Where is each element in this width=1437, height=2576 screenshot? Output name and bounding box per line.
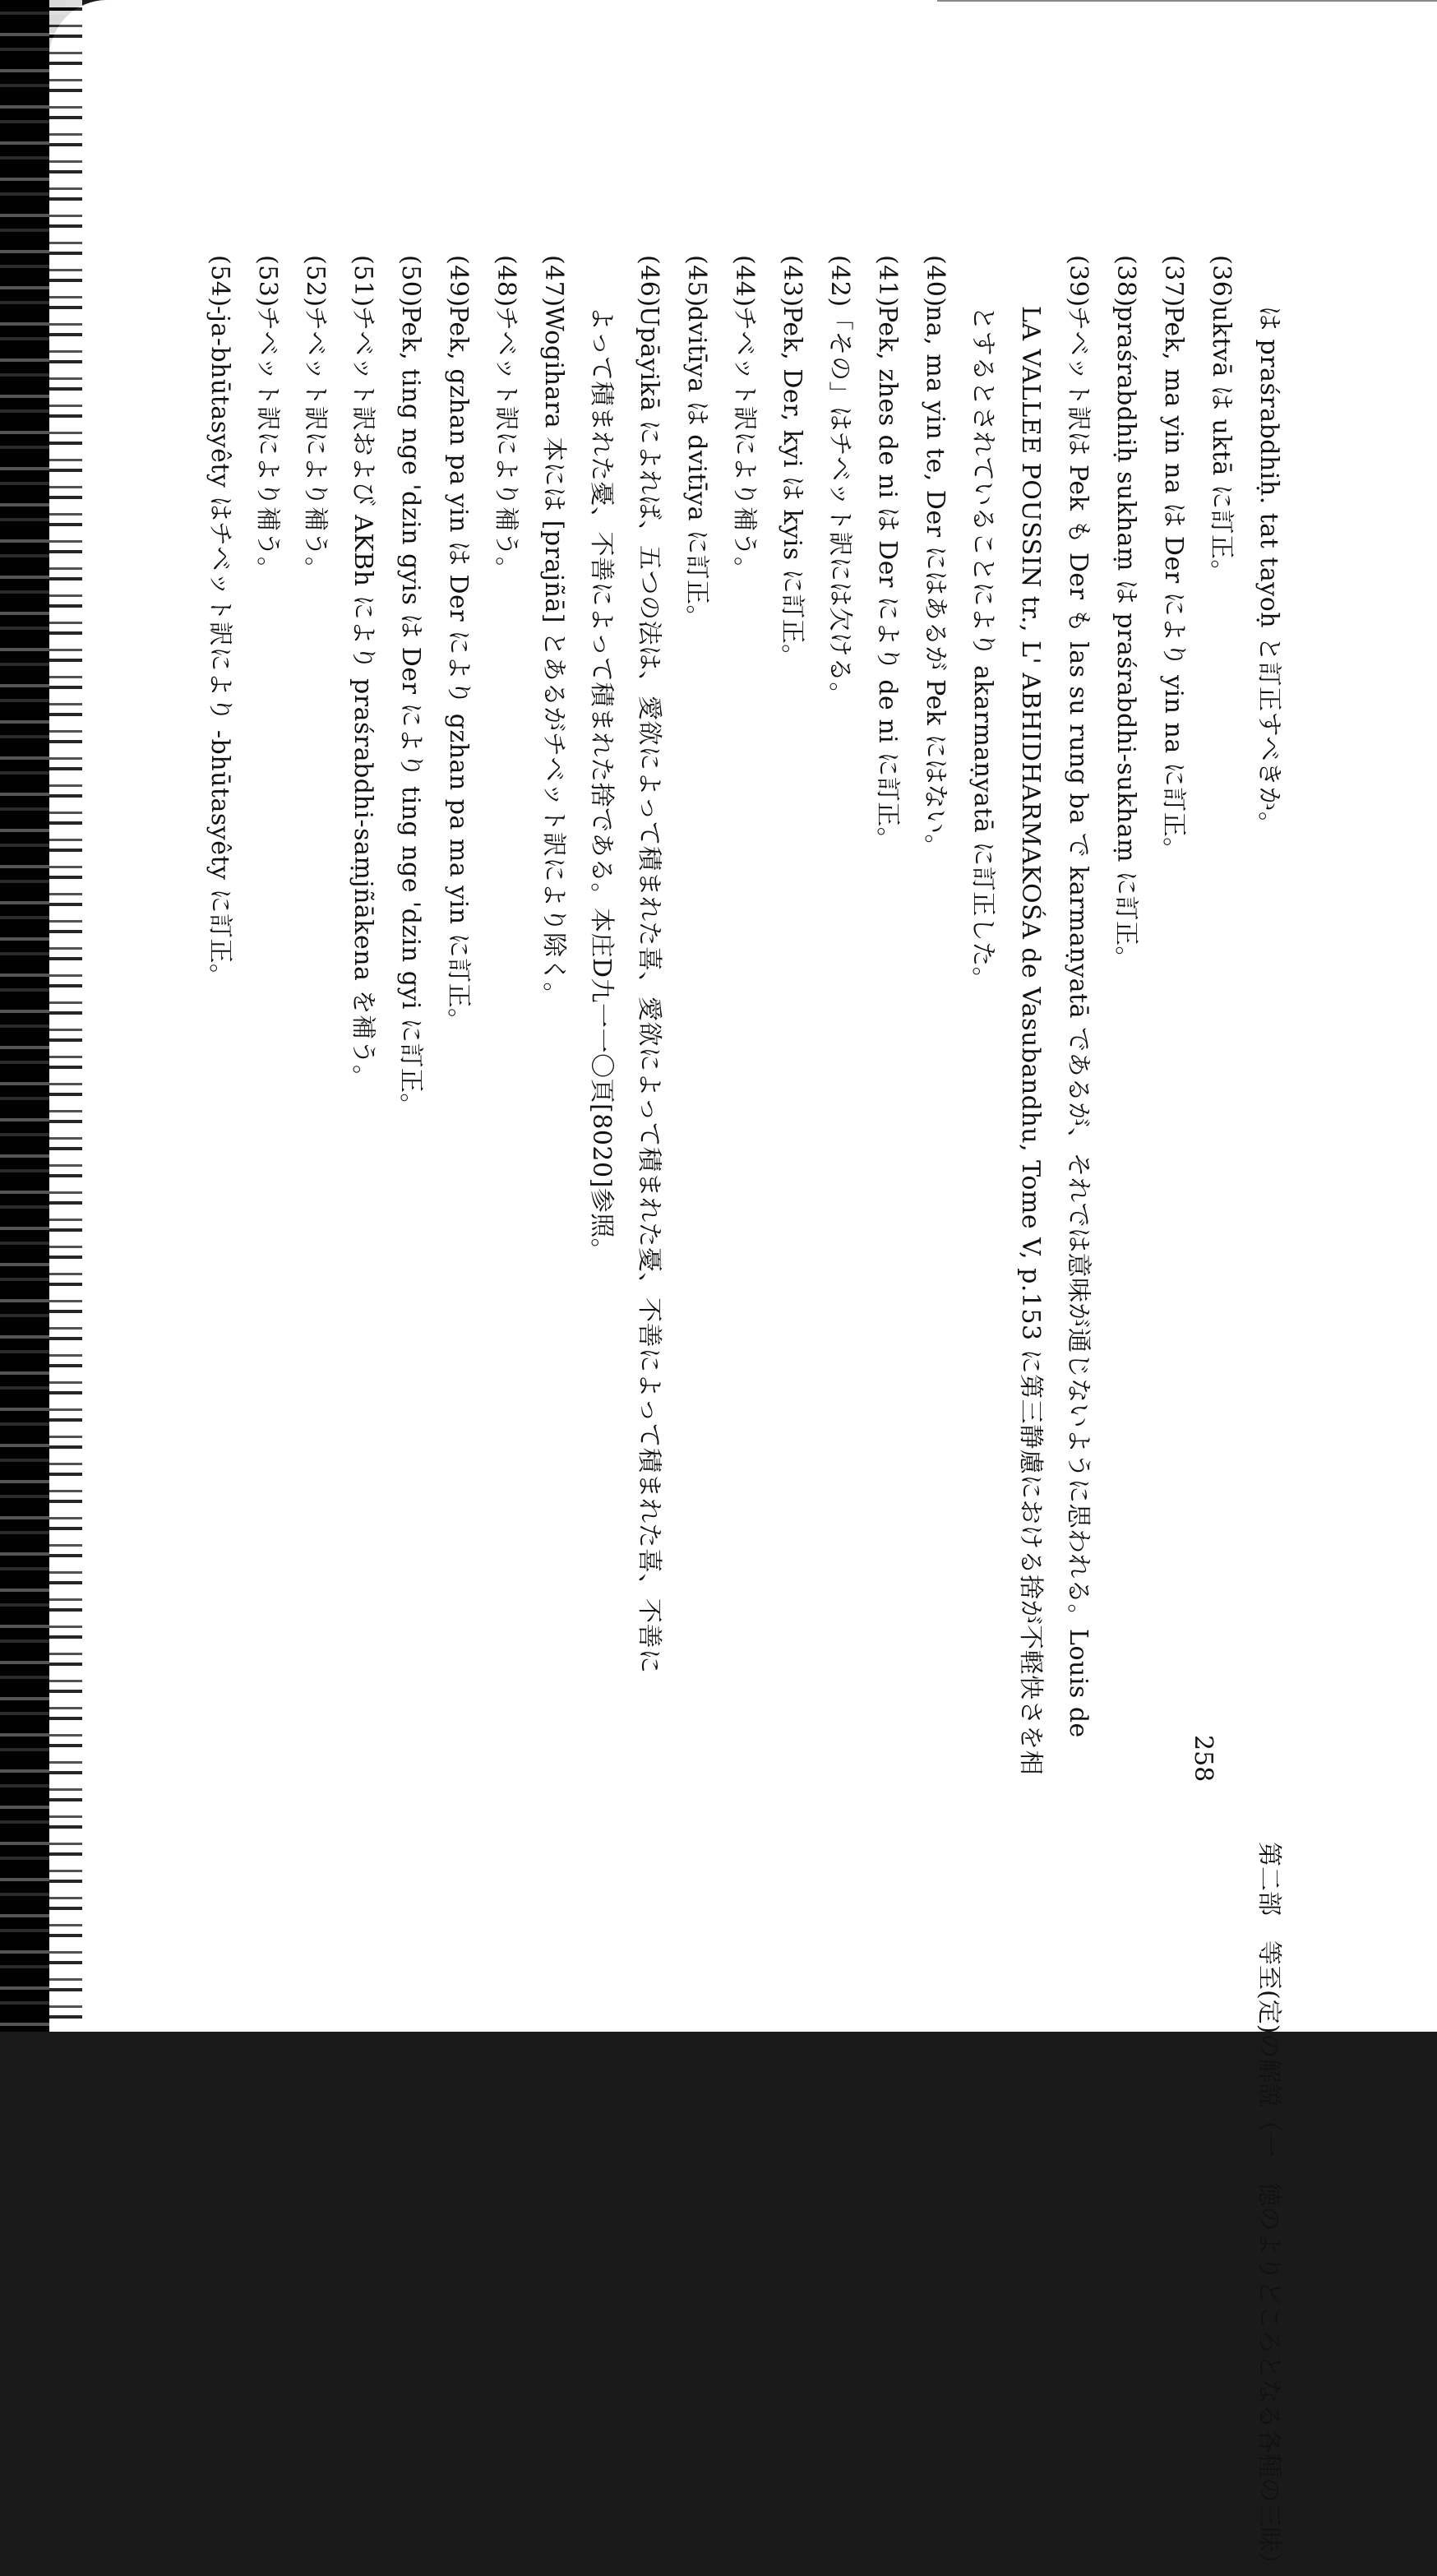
- note-text: とするとされていることにより akarmaṇyatā に訂正した。: [968, 306, 997, 992]
- note-text: Pek, gzhan pa yin は Der により gzhan pa ma yin に訂正。: [444, 306, 473, 1034]
- running-head: 第二部 等至(定)の解説（一 徳のよりどころとなる各種の三昧）: [1254, 1842, 1283, 2576]
- note-number: (49): [444, 255, 473, 308]
- note-text: Upāyikā によれば、五つの法は、愛欲によって積まれた喜、愛欲によって積まれた憂、不善によって積まれた喜、不善に: [635, 306, 663, 1674]
- note-line: [492, 255, 520, 1899]
- note-text: 「その」はチベット訳には欠ける。: [825, 306, 854, 707]
- note-text: -ja-bhūtasyêty はチベット訳により -bhūtasyêty に訂正。: [206, 306, 234, 989]
- note-line: [444, 255, 472, 1899]
- note-line: [253, 255, 281, 1899]
- note-number: (42): [825, 255, 854, 308]
- note-text: uktvā は uktā に訂正。: [1207, 306, 1236, 585]
- note-line: [1016, 255, 1044, 1899]
- note-text: は praśrabdhiḥ. tat tayoḥ と訂正すべきか。: [1254, 306, 1283, 837]
- note-line: [682, 255, 710, 1899]
- note-text: dvitīya は dvitīya に訂正。: [682, 306, 711, 631]
- note-text: チベット訳により補う。: [730, 306, 759, 582]
- note-number: (36): [1207, 255, 1236, 308]
- note-number: (54): [206, 255, 234, 308]
- note-line: [349, 255, 377, 1899]
- note-number: (50): [396, 255, 425, 308]
- note-text: よって積まれた憂、不善によって積まれた捨である。本庄D九一一〇頁[8020]参照。: [587, 306, 616, 1264]
- note-text: チベット訳および AKBh により praśrabdhi-saṃjñākena を補う。: [349, 306, 377, 1090]
- note-line: [1207, 255, 1235, 1899]
- scan-binding-edge: [49, 0, 82, 2032]
- note-number: (44): [730, 255, 759, 308]
- note-line: [730, 255, 758, 1899]
- note-line: [1111, 255, 1139, 1899]
- top-edge-rule: [937, 0, 1437, 4]
- note-text: praśrabdhiḥ sukhaṃ は praśrabdhi-sukhaṃ に訂正。: [1111, 306, 1140, 971]
- note-text: Pek, Der, kyi は kyis に訂正。: [778, 306, 806, 669]
- note-text: na, ma yin te, Der にはあるが Pek にはない。: [921, 306, 950, 859]
- note-line: [778, 255, 806, 1899]
- note-number: (39): [1064, 255, 1093, 308]
- note-line: [968, 255, 996, 1899]
- note-number: (46): [635, 255, 663, 308]
- note-number: (53): [253, 255, 282, 308]
- note-number: (37): [1159, 255, 1188, 308]
- note-line: [587, 255, 615, 1899]
- note-number: (51): [349, 255, 377, 308]
- note-line: [825, 255, 853, 1899]
- note-line: [635, 255, 663, 1899]
- note-line: [206, 255, 233, 1899]
- note-line: [873, 255, 901, 1899]
- note-line: [1159, 255, 1187, 1899]
- note-line: [301, 255, 329, 1899]
- note-number: (45): [682, 255, 711, 308]
- note-text: チベット訳により補う。: [492, 306, 520, 582]
- note-text: Pek, ma yin na は Der により yin na に訂正。: [1159, 306, 1188, 863]
- note-line: [1254, 255, 1282, 1899]
- note-text: チベット訳により補う。: [253, 306, 282, 582]
- note-text: チベット訳により補う。: [301, 306, 330, 582]
- note-text: Pek, zhes de ni は Der により de ni に訂正。: [873, 306, 902, 853]
- note-text: Pek, ting nge 'dzin gyis は Der により ting nge 'dzin gyi に訂正。: [396, 306, 425, 1119]
- note-number: (41): [873, 255, 902, 308]
- note-line: [539, 255, 567, 1899]
- note-text: Wogihara 本には [prajñā] とあるがチベット訳により除く。: [539, 306, 568, 1007]
- note-text: チベット訳は Pek も Der も las su rung ba で karmaṇyatā であるが、それでは意味が通じないように思われる。Louis de: [1064, 306, 1093, 1738]
- note-line: [1064, 255, 1092, 1899]
- note-line: [921, 255, 949, 1899]
- note-number: (52): [301, 255, 330, 308]
- note-number: (40): [921, 255, 950, 308]
- note-line: [396, 255, 424, 1899]
- note-number: (47): [539, 255, 568, 308]
- note-text: LA VALLEE POUSSIN tr., L' ABHIDHARMAKOŚA de Vasubandhu, Tome V, p.153 に第三静慮における捨が不軽快さを相: [1016, 306, 1045, 1776]
- note-number: (48): [492, 255, 520, 308]
- note-number: (43): [778, 255, 806, 308]
- note-number: (38): [1111, 255, 1140, 308]
- notes-block: [148, 255, 1282, 1899]
- page-number: 258: [1189, 1735, 1218, 1783]
